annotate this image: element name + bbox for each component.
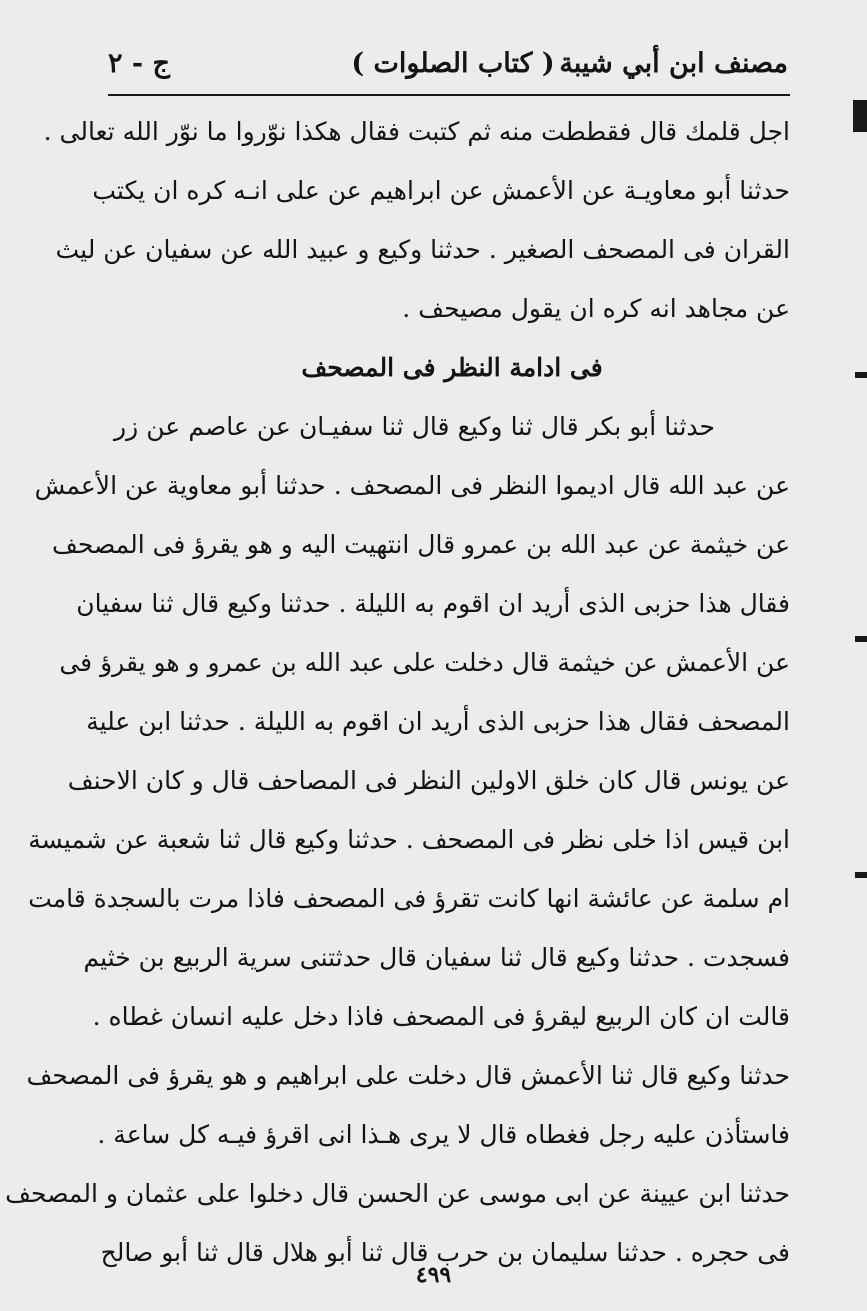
text-line: عن الأعمش عن خيثمة قال دخلت على عبد الله بن عمرو و هو يقرؤ فى <box>59 648 790 677</box>
section-heading: فى ادامة النظر فى المصحف <box>301 353 603 382</box>
text-line: اجل قلمك قال فقططت منه ثم كتبت فقال هكذا نوّروا ما نوّر الله تعالى . <box>43 117 790 146</box>
text-line: عن مجاهد انه كره ان يقول مصيحف . <box>402 294 790 323</box>
text-line: حدثنا أبو معاويـة عن الأعمش عن ابراهيم عن على انـه كره ان يكتب <box>92 176 790 205</box>
text-line: قالت ان كان الربيع ليقرؤ فى المصحف فاذا دخل عليه انسان غطاه . <box>92 1002 790 1031</box>
page-edge-mark <box>853 100 867 132</box>
text-line: عن خيثمة عن عبد الله بن عمرو قال انتهيت اليه و هو يقرؤ فى المصحف <box>51 530 790 559</box>
body-text <box>5 102 790 1282</box>
page-edge-mark <box>855 872 867 878</box>
text-line: فى حجره . حدثنا سليمان بن حرب قال ثنا أبو هلال قال ثنا أبو صالح <box>100 1238 790 1267</box>
section-title: ( كتاب الصلوات ) <box>351 48 555 79</box>
text-line: فقال هذا حزبى الذى أريد ان اقوم به الليلة . حدثنا وكيع قال ثنا سفيان <box>76 589 790 618</box>
text-line: فاستأذن عليه رجل فغطاه قال لا يرى هـذا انى اقرؤ فيـه كل ساعة . <box>97 1120 790 1149</box>
page-number: ٤٩٩ <box>415 1262 452 1288</box>
text-line: حدثنا ابن عيينة عن ابى موسى عن الحسن قال دخلوا على عثمان و المصحف <box>5 1179 790 1208</box>
text-line: القران فى المصحف الصغير . حدثنا وكيع و عبيد الله عن سفيان عن ليث <box>55 235 790 264</box>
book-title: مصنف ابن أبي شيبة <box>559 48 788 79</box>
text-line: المصحف فقال هذا حزبى الذى أريد ان اقوم به الليلة . حدثنا ابن علية <box>86 707 790 736</box>
header-divider <box>108 94 790 96</box>
page-edge-mark <box>855 372 867 378</box>
text-line: ام سلمة عن عائشة انها كانت تقرؤ فى المصحف فاذا مرت بالسجدة قامت <box>28 884 790 913</box>
running-header <box>108 40 788 90</box>
text-line: عن عبد الله قال اديموا النظر فى المصحف . حدثنا أبو معاوية عن الأعمش <box>34 471 790 500</box>
text-line: فسجدت . حدثنا وكيع قال ثنا سفيان قال حدثتنى سرية الربيع بن خثيم <box>83 943 790 972</box>
text-line: ابن قيس اذا خلى نظر فى المصحف . حدثنا وكيع قال ثنا شعبة عن شميسة <box>28 825 790 854</box>
text-line: عن يونس قال كان خلق الاولين النظر فى المصاحف قال و كان الاحنف <box>67 766 790 795</box>
page-edge-mark <box>855 636 867 642</box>
text-line: حدثنا أبو بكر قال ثنا وكيع قال ثنا سفيـان عن عاصم عن زر <box>114 412 715 441</box>
volume-number: ج - ٢ <box>108 48 170 79</box>
text-line: حدثنا وكيع قال ثنا الأعمش قال دخلت على ابراهيم و هو يقرؤ فى المصحف <box>26 1061 790 1090</box>
